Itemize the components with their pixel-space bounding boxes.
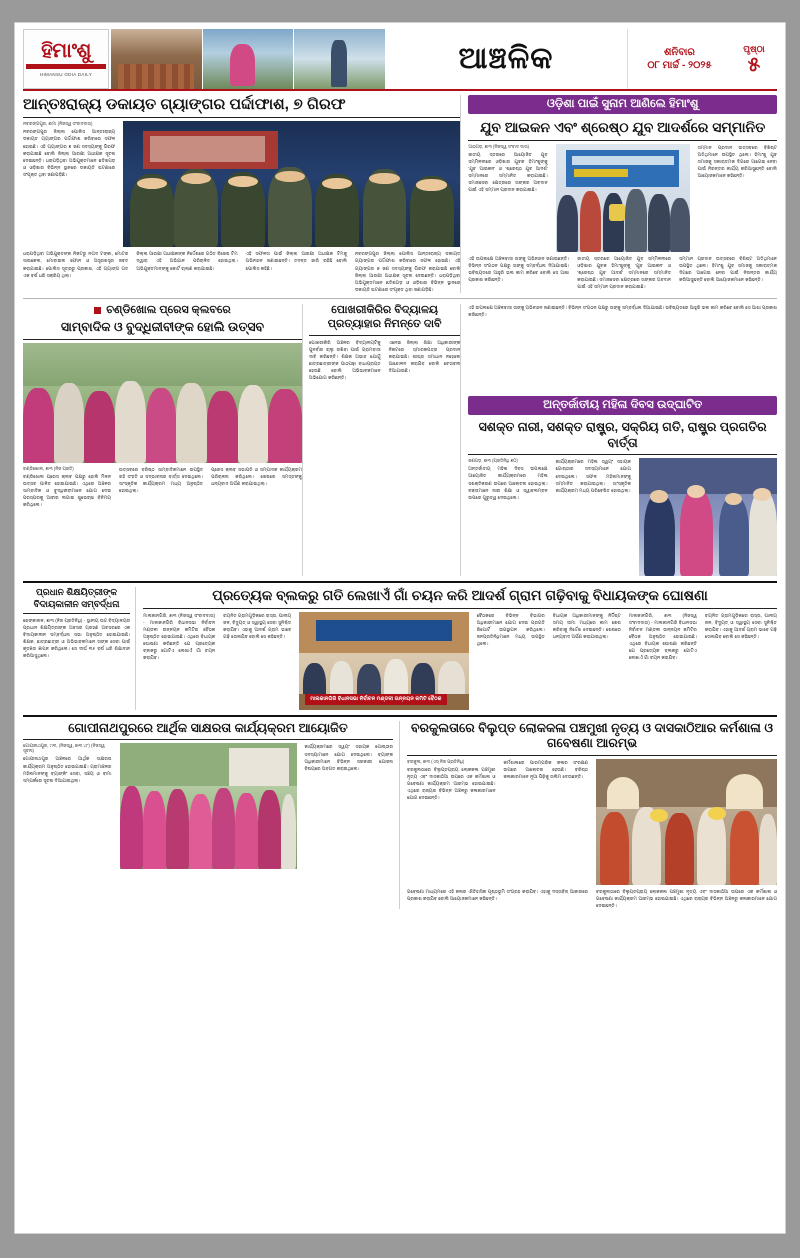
holi-col-2: ଉତ୍ସବରେ ବରିଷ୍ଠ ସାମ୍ବାଦିକମାନେ ଉପସ୍ଥିତ ରହି ସଂହତି ଓ ସଦ୍ଭାବନାର ବାର୍ତ୍ତା ଦେଇଥିଲେ। ସାଂସ୍କୃତିକ କାର୍ଯ୍ୟକ୍ରମ ମଧ୍ୟ ଅନୁଷ୍ଠିତ ହୋଇଥିଲା।	[119, 466, 204, 493]
folk-col-1: ବରକୁଲଠାରେ ବିଲୁପ୍ତପ୍ରାୟ ଲୋକକଳା ପଞ୍ଚମୁଖୀ ନୃତ୍ୟ ଏବଂ ଦାସକାଠିଆ ଉପରେ ଏକ କର୍ମଶାଳା ଓ ଗବେଷଣା କାର୍ଯ୍ୟକ୍ରମ ଆରମ୍ଭ ହୋଇଯାଇଛି। ଏଥିରେ ରାଜ୍ୟର ବିଭିନ୍ନ ଅଞ୍ଚଳରୁ କଳାକାରମାନେ ଯୋଗ ଦେଇଛନ୍ତି।	[407, 767, 496, 801]
bottom-band	[23, 721, 777, 910]
mla-story	[136, 587, 777, 710]
lead-col-3: ଜିଲ୍ଲା ଆରକ୍ଷୀ ଅଧୀକ୍ଷକଙ୍କ ନିର୍ଦ୍ଦେଶରେ ଗଠିତ ବିଶେଷ ଟିମ ଦ୍ୱାରା ଏହି ଅଭିଯାନ ପରିଚାଳିତ ହୋଇଥିଲା। ଅଭିଯୁକ୍ତମାନଙ୍କୁ କୋର୍ଟ ଚାଲାଣ କରାଯାଇଛି।	[136, 251, 238, 271]
newspaper-logo	[23, 29, 109, 89]
women-col-2: କାର୍ଯ୍ୟକ୍ରମରେ ମହିଳା ସ୍ୱୟଂ ସହାୟକ ଗୋଷ୍ଠୀର ସଦସ୍ୟାମାନେ ଯୋଗ ଦେଇଥିଲେ। ସଫଳ ମହିଳାମାନଙ୍କୁ ସମ୍ମାନିତ କରାଯାଇଥିଲା। ସାଂସ୍କୃତିକ କାର୍ଯ୍ୟକ୍ରମ ମଧ୍ୟ ପରିବେଷିତ ହୋଇଥିଲା।	[555, 459, 631, 493]
demand-story	[302, 304, 460, 576]
youth-photo	[556, 144, 690, 252]
mid-band	[23, 304, 777, 576]
section-title-box	[385, 29, 627, 89]
page-label: ପୃଷ୍ଠା	[743, 43, 765, 54]
finlit-col-1: ଗୋପୀନାଥପୁର ଅଞ୍ଚଳରେ ଆର୍ଥିକ ସାକ୍ଷରତା କାର୍ଯ୍ୟକ୍ରମ ଅନୁଷ୍ଠିତ ହୋଇଯାଇଛି। ଗ୍ରାମାଞ୍ଚଳର ମହିଳାମାନଙ୍କୁ ବ୍ୟାଙ୍କିଂ ସେବା, ସଞ୍ଚୟ ଓ ବୀମା ସମ୍ପର୍କରେ ସୂଚନା ଦିଆଯାଇଥିଲା।	[23, 756, 112, 783]
page-number-box	[731, 29, 777, 89]
masthead-photo-strip	[109, 29, 385, 89]
masthead-photo-2	[203, 29, 294, 89]
demand-col-2: ଏନେଇ ଜିଲ୍ଲା ଶିକ୍ଷା ଅଧିକାରୀଙ୍କ ନିକଟରେ ସ୍ମାରକପତ୍ର ପ୍ରଦାନ କରାଯାଇଛି। ଶୀଘ୍ର ସମାଧାନ ନହେଲେ ଆନ୍ଦୋଳନ କରାଯିବ ବୋଲି ଚେତାବନୀ ଦିଆଯାଇଛି।	[388, 339, 461, 373]
mla-photo	[299, 612, 468, 710]
demand-headline: ପୋଖରୀକିରିର ବିଦ୍ୟାଳୟ ପ୍ରତ୍ୟାହାର ନିମନ୍ତେ ଦାବି	[327, 304, 442, 330]
page-number: ୫	[747, 53, 761, 76]
mla-photo-caption: ମାଲକାନଗିରି ବିଧାନସଭା ନିର୍ବାଚନ ମଣ୍ଡଳୀ ଉନ୍ନୟନ କମିଟି ବୈଠକ	[305, 694, 446, 705]
lead-headline: ଆନ୍ତଃରାଜ୍ୟ ଡକାୟତ ଗ୍ୟାଙ୍ଗର ପର୍ଦ୍ଦାଫାଶ, ୭ ଗିରଫ	[23, 96, 346, 113]
headmistress-story	[23, 587, 136, 710]
lead-photo	[123, 121, 460, 247]
date-box	[627, 29, 731, 89]
mla-band	[23, 587, 777, 710]
section-title: ଆଞ୍ଚଳିକ	[458, 42, 554, 75]
holi-col-1: ଚଣ୍ଡିଖୋଲ ପ୍ରେସ କ୍ଲବ ପକ୍ଷରୁ ହୋଲି ମିଳନ ଉତ୍ସବ ପାଳିତ ହୋଇଯାଇଛି। ଏଥିରେ ଅଞ୍ଚଳର ସାମ୍ବାଦିକ ଓ ବୁଦ୍ଧିଜୀବୀମାନେ ଯୋଗ ଦେଇ ପରସ୍ପରକୁ ଆବୀର ଲଗାଇ ଶୁଭେଚ୍ଛା ବିନିମୟ କରିଥିଲେ।	[23, 473, 112, 508]
mla-col-5: ମାଲକାନଗିରି, ୭ା୩ (ନିଜସ୍ୱ ସଂବାଦଦାତା) - ମାଲକାନଗିରି ବିଧାନସଭା ନିର୍ବାଚନ ମଣ୍ଡଳୀ ଉନ୍ନୟନ କମିଟିର ବୈଠକ ଅନୁଷ୍ଠିତ ହୋଇଯାଇଛି। ଏଥିରେ ବିଧାୟକ ଘୋଷଣା କରିଛନ୍ତି ଯେ ପ୍ରତ୍ୟେକ ବ୍ଲକରୁ ଗୋଟିଏ ଲେଖାଏଁ ଗାଁ ଚୟନ କରାଯିବ।	[628, 612, 697, 661]
folk-headline: ବରକୁଲତାରେ ବିଲୁପ୍ତ ଲୋକକଳା ପଞ୍ଚମୁଖୀ ନୃତ୍ୟ ଓ ଦାସକାଠିଆର କର୍ମଶାଳା ଓ ଗବେଷଣା ଆରମ୍ଭ	[410, 720, 773, 751]
folk-story	[400, 721, 777, 910]
mla-headline: ପ୍ରତ୍ୟେକ ବ୍ଲକରୁ ଗତି ଲେଖାଏଁ ଗାଁ ଚୟନ କରି ଆଦର୍ଶ ଗ୍ରାମ ଗଢ଼ିବାକୁ ବିଧାୟକଙ୍କ ଘୋଷଣା	[212, 587, 708, 604]
women-headline: ସଶକ୍ତ ନାରୀ, ସଶକ୍ତ ରାଷ୍ଟ୍ର, ସକ୍ରିୟ ଗତି, ରାଷ୍ଟ୍ର ପ୍ରଗତିର ବାର୍ତ୍ତା	[478, 420, 767, 450]
folk-col-4: ବରକୁଲଠାରେ ବିଲୁପ୍ତପ୍ରାୟ ଲୋକକଳା ପଞ୍ଚମୁଖୀ ନୃତ୍ୟ ଏବଂ ଦାସକାଠିଆ ଉପରେ ଏକ କର୍ମଶାଳା ଓ ଗବେଷଣା କାର୍ଯ୍ୟକ୍ରମ ଆରମ୍ଭ ହୋଇଯାଇଛି। ଏଥିରେ ରାଜ୍ୟର ବିଭିନ୍ନ ଅଞ୍ଚଳରୁ କଳାକାରମାନେ ଯୋଗ ଦେଇଛନ୍ତି।	[596, 889, 777, 909]
masthead-photo-1	[111, 29, 202, 89]
top-band	[23, 95, 777, 293]
logo-accent-bar	[26, 64, 106, 69]
lead-story	[23, 95, 460, 293]
youth-col-4: ଜାତୀୟ ସ୍ତରରେ ଆୟୋଜିତ ଯୁବ ସମ୍ମିଳନୀରେ ଓଡ଼ିଶାର ଯୁବକ ହିମାଂଶୁଙ୍କୁ 'ଯୁବ ଆଇକନ' ଓ 'ଶ୍ରେଷ୍ଠ ଯୁବ ଆଦର୍ଶ' ସମ୍ମାନରେ ସମ୍ମାନିତ କରାଯାଇଛି। ସମାଜସେବା କ୍ଷେତ୍ରରେ ତାଙ୍କର ଅବଦାନ ପାଇଁ ଏହି ସମ୍ମାନ ପ୍ରଦାନ କରାଯାଇଛି।	[577, 255, 672, 289]
mla-col-3: ବୈଠକରେ ବିଭିନ୍ନ ବିଭାଗର ଅଧିକାରୀମାନେ ଯୋଗ ଦେଇ ପ୍ରଗତି ରିପୋର୍ଟ ଉପସ୍ଥାପନ କରିଥିଲେ। ଜନପ୍ରତିନିଧିମାନେ ମଧ୍ୟ ଉପସ୍ଥିତ ଥିଲେ।	[476, 612, 545, 647]
holi-kicker-row	[23, 304, 302, 317]
logo-text: ହିମାଂଶୁ	[41, 40, 91, 62]
finlit-story	[23, 721, 400, 910]
women-photo	[639, 458, 777, 576]
lead-col-5: ନବରଙ୍ଗପୁର ଜିଲ୍ଲା ପୋଲିସ ଆନ୍ତଃରାଜ୍ୟ ଡକାୟତ ଗ୍ୟାଙ୍ଗର ପର୍ଦ୍ଦାଫାଶ କରିବାରେ ସଫଳ ହୋଇଛି। ଏହି ଗ୍ୟାଙ୍ଗର ୭ ଜଣ ସଦସ୍ୟଙ୍କୁ ଗିରଫ କରାଯାଇଛି ବୋଲି ଜିଲ୍ଲା ଆରକ୍ଷୀ ଅଧୀକ୍ଷକ ସୂଚନା ଦେଇଛନ୍ତି। ଧରାପଡ଼ିଥିବା ଅଭିଯୁକ୍ତମାନେ ଛତିଶଗଡ଼ ଓ ଓଡ଼ିଶାର ବିଭିନ୍ନ ସ୍ଥାନରେ ଡକାୟତି ଘଟଣାରେ ସଂପୃକ୍ତ ଥିବା ଜଣାପଡ଼ିଛି।	[354, 251, 461, 292]
folk-photo	[596, 759, 777, 885]
masthead	[23, 29, 777, 91]
holi-dateline: ଚଣ୍ଡିଖୋଲ, ୭ା୩ (ନିଜ ପ୍ରତି)	[23, 465, 74, 471]
masthead-photo-3	[294, 29, 385, 89]
youth-col-5: ସମ୍ମାନ ପ୍ରଦାନ ଉତ୍ସବରେ ବିଶିଷ୍ଟ ଅତିଥିମାନେ ଉପସ୍ଥିତ ଥିଲେ। ହିମାଂଶୁ ଯୁବ ସମାଜକୁ ସକାରାତ୍ମକ ଦିଗରେ ଆଗେଇ ନେବା ପାଇଁ ନିରନ୍ତର କାର୍ଯ୍ୟ କରିଆସୁଛନ୍ତି ବୋଲି ଆୟୋଜକମାନେ କହିଛନ୍ତି।	[679, 255, 777, 282]
lead-dateline: ନବରଙ୍ଗପୁର, ୭ାମା (ନିଜସ୍ୱ ସଂବାଦଦାତା)	[23, 121, 93, 127]
newspaper-page	[14, 22, 786, 1234]
youth-story	[460, 95, 777, 293]
mla-col-2: ଚୟନିତ ଗ୍ରାମଗୁଡ଼ିକରେ ରାସ୍ତା, ପାନୀୟ ଜଳ, ବିଦ୍ୟୁତ୍ ଓ ସ୍ୱାସ୍ଥ୍ୟ ସେବା ସୁନିଶ୍ଚିତ କରାଯିବ। ଏହାକୁ ଆଦର୍ଶ ଗ୍ରାମ ଭାବେ ଗଢ଼ି ତୋଳାଯିବ ବୋଲି ସେ କହିଛନ୍ତି।	[223, 612, 292, 640]
finlit-col-2: କାର୍ଯ୍ୟକ୍ରମରେ ସ୍ୱୟଂ ସହାୟକ ଗୋଷ୍ଠୀର ସଦସ୍ୟାମାନେ ଯୋଗ ଦେଇଥିଲେ। ବ୍ୟାଙ୍କ ଅଧିକାରୀମାନେ ବିଭିନ୍ନ ସରକାରୀ ଯୋଜନା ବିଷୟରେ ଅବଗତ କରାଇଥିଲେ।	[304, 744, 393, 771]
youth-col-2: ସମ୍ମାନ ପ୍ରଦାନ ଉତ୍ସବରେ ବିଶିଷ୍ଟ ଅତିଥିମାନେ ଉପସ୍ଥିତ ଥିଲେ। ହିମାଂଶୁ ଯୁବ ସମାଜକୁ ସକାରାତ୍ମକ ଦିଗରେ ଆଗେଇ ନେବା ପାଇଁ ନିରନ୍ତର କାର୍ଯ୍ୟ କରିଆସୁଛନ୍ତି ବୋଲି ଆୟୋଜକମାନେ କହିଛନ୍ତି।	[697, 144, 777, 178]
lead-col-4: ଏହି ସଫଳତା ପାଇଁ ଜିଲ୍ଲା ଆରକ୍ଷୀ ଅଧୀକ୍ଷକ ଟିମକୁ ଅଭିନନ୍ଦନ ଜଣାଇଛନ୍ତି। ତଦନ୍ତ ଜାରି ରହିଛି ବୋଲି ପୋଲିସ କହିଛି।	[245, 251, 347, 271]
holi-photo	[23, 343, 302, 463]
publication-day: ଶନିବାର	[663, 47, 695, 58]
youth-col-1: ଜାତୀୟ ସ୍ତରରେ ଆୟୋଜିତ ଯୁବ ସମ୍ମିଳନୀରେ ଓଡ଼ିଶାର ଯୁବକ ହିମାଂଶୁଙ୍କୁ 'ଯୁବ ଆଇକନ' ଓ 'ଶ୍ରେଷ୍ଠ ଯୁବ ଆଦର୍ଶ' ସମ୍ମାନରେ ସମ୍ମାନିତ କରାଯାଇଛି। ସମାଜସେବା କ୍ଷେତ୍ରରେ ତାଙ୍କର ଅବଦାନ ପାଇଁ ଏହି ସମ୍ମାନ ପ୍ରଦାନ କରାଯାଇଛି।	[468, 151, 548, 193]
folk-dateline: ବରକୁଲ, ୭ା୩ (ଏସ୍ ନିଜ ପ୍ରତିନିଧି)	[407, 759, 465, 765]
publication-date: ୦୮ ମାର୍ଚ୍ଚ - ୨୦୨୫	[647, 60, 712, 71]
folk-col-2: କର୍ମଶାଳାରେ ପାରମ୍ପରିକ କଳାର ସଂରକ୍ଷଣ ଉପରେ ଆଲୋଚନା ହେଉଛି। ବରିଷ୍ଠ କଳାକାରମାନେ ନୂଆ ପିଢ଼ିକୁ ତାଲିମ ଦେଉଛନ୍ତି।	[503, 760, 588, 780]
holi-col-3: ପ୍ରେସ କ୍ଲବ ସଭାପତି ଓ ସମ୍ପାଦକ କାର୍ଯ୍ୟକ୍ରମ ପରିଚାଳନା କରିଥିଲେ। ଶେଷରେ ସମସ୍ତଙ୍କୁ ଧନ୍ୟବାଦ ଅର୍ପଣ କରାଯାଇଥିଲା।	[211, 466, 302, 486]
mla-col-4: ବିଧାୟକ ଅଧିକାରୀମାନଙ୍କୁ ନିର୍ଦ୍ଦିଷ୍ଟ ସମୟ ସୀମା ମଧ୍ୟରେ କାମ ଶେଷ କରିବାକୁ ନିର୍ଦ୍ଦେଶ ଦେଇଛନ୍ତି। ଶେଷରେ ଧନ୍ୟବାଦ ଅର୍ପଣ କରାଯାଇଥିଲା।	[552, 612, 621, 640]
headmistress-headline: ପ୍ରଧାନ ଶିକ୍ଷୟିତ୍ରୀଙ୍କ ବିଦାୟକାଳୀନ ସମ୍ବର୍ଦ୍ଧନା	[33, 587, 120, 609]
youth-col-3: ଏହି ଉପଲକ୍ଷେ ଅଞ୍ଚଳବାସୀ ତାଙ୍କୁ ଅଭିନନ୍ଦନ ଜଣାଇଛନ୍ତି। ବିଭିନ୍ନ ସଂଗଠନ ପକ୍ଷରୁ ତାଙ୍କୁ ସମ୍ବର୍ଦ୍ଧନା ଦିଆଯାଇଛି। ଭବିଷ୍ୟତରେ ଆହୁରି ଭଲ କାମ କରିବେ ବୋଲି ସେ ଆଶା ପ୍ରକାଶ କରିଛନ୍ତି।	[468, 255, 570, 282]
finlit-photo	[120, 743, 297, 869]
women-story	[460, 304, 777, 576]
folk-col-3: ଗବେଷଣା ମାଧ୍ୟମରେ ଏହି କଳାର ଐତିହାସିକ ପୃଷ୍ଠଭୂମି ସଂଗ୍ରହ କରାଯିବ। ଏହାକୁ ଦସ୍ତାବିଜ୍ ଆକାରରେ ପ୍ରକାଶ କରାଯିବ ବୋଲି ଆୟୋଜକମାନେ କହିଛନ୍ତି।	[407, 889, 588, 902]
holi-kicker: ଚଣ୍ଡିଖୋଲ ପ୍ରେସ କ୍ଲବରେ	[106, 304, 231, 317]
holi-story	[23, 304, 302, 576]
logo-subtitle: HIMANSU ODIA DAILY	[39, 72, 93, 77]
headmistress-text: ଢେଙ୍କାନାଳ, ୭ା୩ (ନିଜ ପ୍ରତିନିଧି) - ସ୍ଥାନୀୟ ଉଚ୍ଚ ବିଦ୍ୟାଳୟର ପ୍ରଧାନ ଶିକ୍ଷୟିତ୍ରୀଙ୍କ ଅବସର ଗ୍ରହଣ ଅବସରରେ ଏକ ବିଦାୟକାଳୀନ ସମ୍ବର୍ଦ୍ଧନା ସଭା ଅନୁଷ୍ଠିତ ହୋଇଯାଇଛି। ଶିକ୍ଷକ, ଛାତ୍ରଛାତ୍ରୀ ଓ ଅଭିଭାବକମାନେ ତାଙ୍କ ସେବା ପାଇଁ କୃତଜ୍ଞତା ଜ୍ଞାପନ କରିଥିଲେ। ସେ ଦୀର୍ଘ ୩୫ ବର୍ଷ ଧରି ଶିକ୍ଷାଦାନ କରିଆସୁଥିଲେ।	[23, 617, 131, 659]
youth-ribbon: ଓଡ଼ିଶା ପାଇଁ ସୁନାମ ଆଣିଲେ ହିମାଂଶୁ	[468, 95, 777, 114]
finlit-dateline: ଗୋପୀନାଥପୁର, ୯ା୩, (ନିଜସ୍ୱ, ୭ା୩ ୪୮) (ନିଜସ୍ୱ ସୂଚନା)	[23, 743, 105, 754]
youth-dateline: ଆଠଗଡ଼, ୭ା୩ (ନିଜସ୍ୱ ସଂବାଦ ଦାତା)	[468, 143, 530, 149]
youth-headline: ଯୁବ ଆଇକନ ଏବଂ ଶ୍ରେଷ୍ଠ ଯୁବ ଆଦର୍ଶରେ ସମ୍ମାନିତ	[480, 119, 766, 135]
demand-col-1: ପୋଖରୀକିରି ଅଞ୍ଚଳର ବିଦ୍ୟାଳୟଟିକୁ ପୁନର୍ବାର ଚାଲୁ ରଖିବା ପାଇଁ ଗ୍ରାମବାସୀ ଦାବି କରିଛନ୍ତି। ଶିକ୍ଷକ ଅଭାବ ଯୋଗୁଁ ଛାତ୍ରଛାତ୍ରୀଙ୍କ ପାଠପଢ଼ା ବାଧାପ୍ରାପ୍ତ ହେଉଛି ବୋଲି ଅଭିଭାବକମାନେ ଅଭିଯୋଗ କରିଛନ୍ତି।	[308, 339, 381, 381]
holi-headline: ସାମ୍ବାଦିକ ଓ ବୁଦ୍ଧିଜୀବୀଙ୍କ ହୋଲି ଉତ୍ସବ	[60, 320, 265, 335]
women-ribbon: ଅନ୍ତର୍ଜାତୀୟ ମହିଳା ଦିବସ ଉଦ୍‌ଘାଟିତ	[468, 396, 777, 415]
mla-col-1: ମାଲକାନଗିରି, ୭ା୩ (ନିଜସ୍ୱ ସଂବାଦଦାତା) - ମାଲକାନଗିରି ବିଧାନସଭା ନିର୍ବାଚନ ମଣ୍ଡଳୀ ଉନ୍ନୟନ କମିଟିର ବୈଠକ ଅନୁଷ୍ଠିତ ହୋଇଯାଇଛି। ଏଥିରେ ବିଧାୟକ ଘୋଷଣା କରିଛନ୍ତି ଯେ ପ୍ରତ୍ୟେକ ବ୍ଲକରୁ ଗୋଟିଏ ଲେଖାଏଁ ଗାଁ ଚୟନ କରାଯିବ।	[143, 612, 216, 661]
bullet-square-icon	[94, 307, 101, 314]
lead-col-2: ଧରାପଡ଼ିଥିବା ଅଭିଯୁକ୍ତଙ୍କ ନିକଟରୁ ନଗଦ ଟଙ୍କା, ମୋଟର ସାଇକେଲ, ମୋବାଇଲ ଫୋନ ଓ ଅସ୍ତ୍ରଶସ୍ତ୍ର ଜବତ କରାଯାଇଛି। ପୋଲିସ ସୂତ୍ରରୁ ପ୍ରକାଶ, ଏହି ଗ୍ୟାଙ୍ଗ ଗତ ଏକ ବର୍ଷ ଧରି ସକ୍ରିୟ ଥିଲା।	[23, 251, 129, 278]
women-dateline: ଜଣଗଡ଼, ୭ା୩ (ପ୍ରତିନିଧି ୭୦)	[468, 458, 518, 464]
lead-col-1: ନବରଙ୍ଗପୁର ଜିଲ୍ଲା ପୋଲିସ ଆନ୍ତଃରାଜ୍ୟ ଡକାୟତ ଗ୍ୟାଙ୍ଗର ପର୍ଦ୍ଦାଫାଶ କରିବାରେ ସଫଳ ହୋଇଛି। ଏହି ଗ୍ୟାଙ୍ଗର ୭ ଜଣ ସଦସ୍ୟଙ୍କୁ ଗିରଫ କରାଯାଇଛି ବୋଲି ଜିଲ୍ଲା ଆରକ୍ଷୀ ଅଧୀକ୍ଷକ ସୂଚନା ଦେଇଛନ୍ତି। ଧରାପଡ଼ିଥିବା ଅଭିଯୁକ୍ତମାନେ ଛତିଶଗଡ଼ ଓ ଓଡ଼ିଶାର ବିଭିନ୍ନ ସ୍ଥାନରେ ଡକାୟତି ଘଟଣାରେ ସଂପୃକ୍ତ ଥିବା ଜଣାପଡ଼ିଛି।	[23, 129, 116, 178]
finlit-headline: ଗୋପୀନାଥପୁରରେ ଆର୍ଥିକ ସାକ୍ଷରତା କାର୍ଯ୍ୟକ୍ରମ ଆୟୋଜିତ	[68, 720, 348, 735]
women-overflow-text: ଏହି ଉପଲକ୍ଷେ ଅଞ୍ଚଳବାସୀ ତାଙ୍କୁ ଅଭିନନ୍ଦନ ଜଣାଇଛନ୍ତି। ବିଭିନ୍ନ ସଂଗଠନ ପକ୍ଷରୁ ତାଙ୍କୁ ସମ୍ବର୍ଦ୍ଧନା ଦିଆଯାଇଛି। ଭବିଷ୍ୟତରେ ଆହୁରି ଭଲ କାମ କରିବେ ବୋଲି ସେ ଆଶା ପ୍ରକାଶ କରିଛନ୍ତି।	[468, 305, 777, 318]
mla-col-6: ଚୟନିତ ଗ୍ରାମଗୁଡ଼ିକରେ ରାସ୍ତା, ପାନୀୟ ଜଳ, ବିଦ୍ୟୁତ୍ ଓ ସ୍ୱାସ୍ଥ୍ୟ ସେବା ସୁନିଶ୍ଚିତ କରାଯିବ। ଏହାକୁ ଆଦର୍ଶ ଗ୍ରାମ ଭାବେ ଗଢ଼ି ତୋଳାଯିବ ବୋଲି ସେ କହିଛନ୍ତି।	[704, 612, 777, 640]
women-col-1: ଅନ୍ତର୍ଜାତୀୟ ମହିଳା ଦିବସ ଉପଲକ୍ଷେ ଆୟୋଜିତ କାର୍ଯ୍ୟକ୍ରମରେ ମହିଳା ସଶକ୍ତିକରଣ ଉପରେ ଆଲୋଚନା ହୋଇଥିଲା। ବକ୍ତାମାନେ ନାରୀ ଶିକ୍ଷା ଓ ସ୍ୱାବଲମ୍ବନ ଉପରେ ଗୁରୁତ୍ୱ ଦେଇଥିଲେ।	[468, 466, 548, 500]
